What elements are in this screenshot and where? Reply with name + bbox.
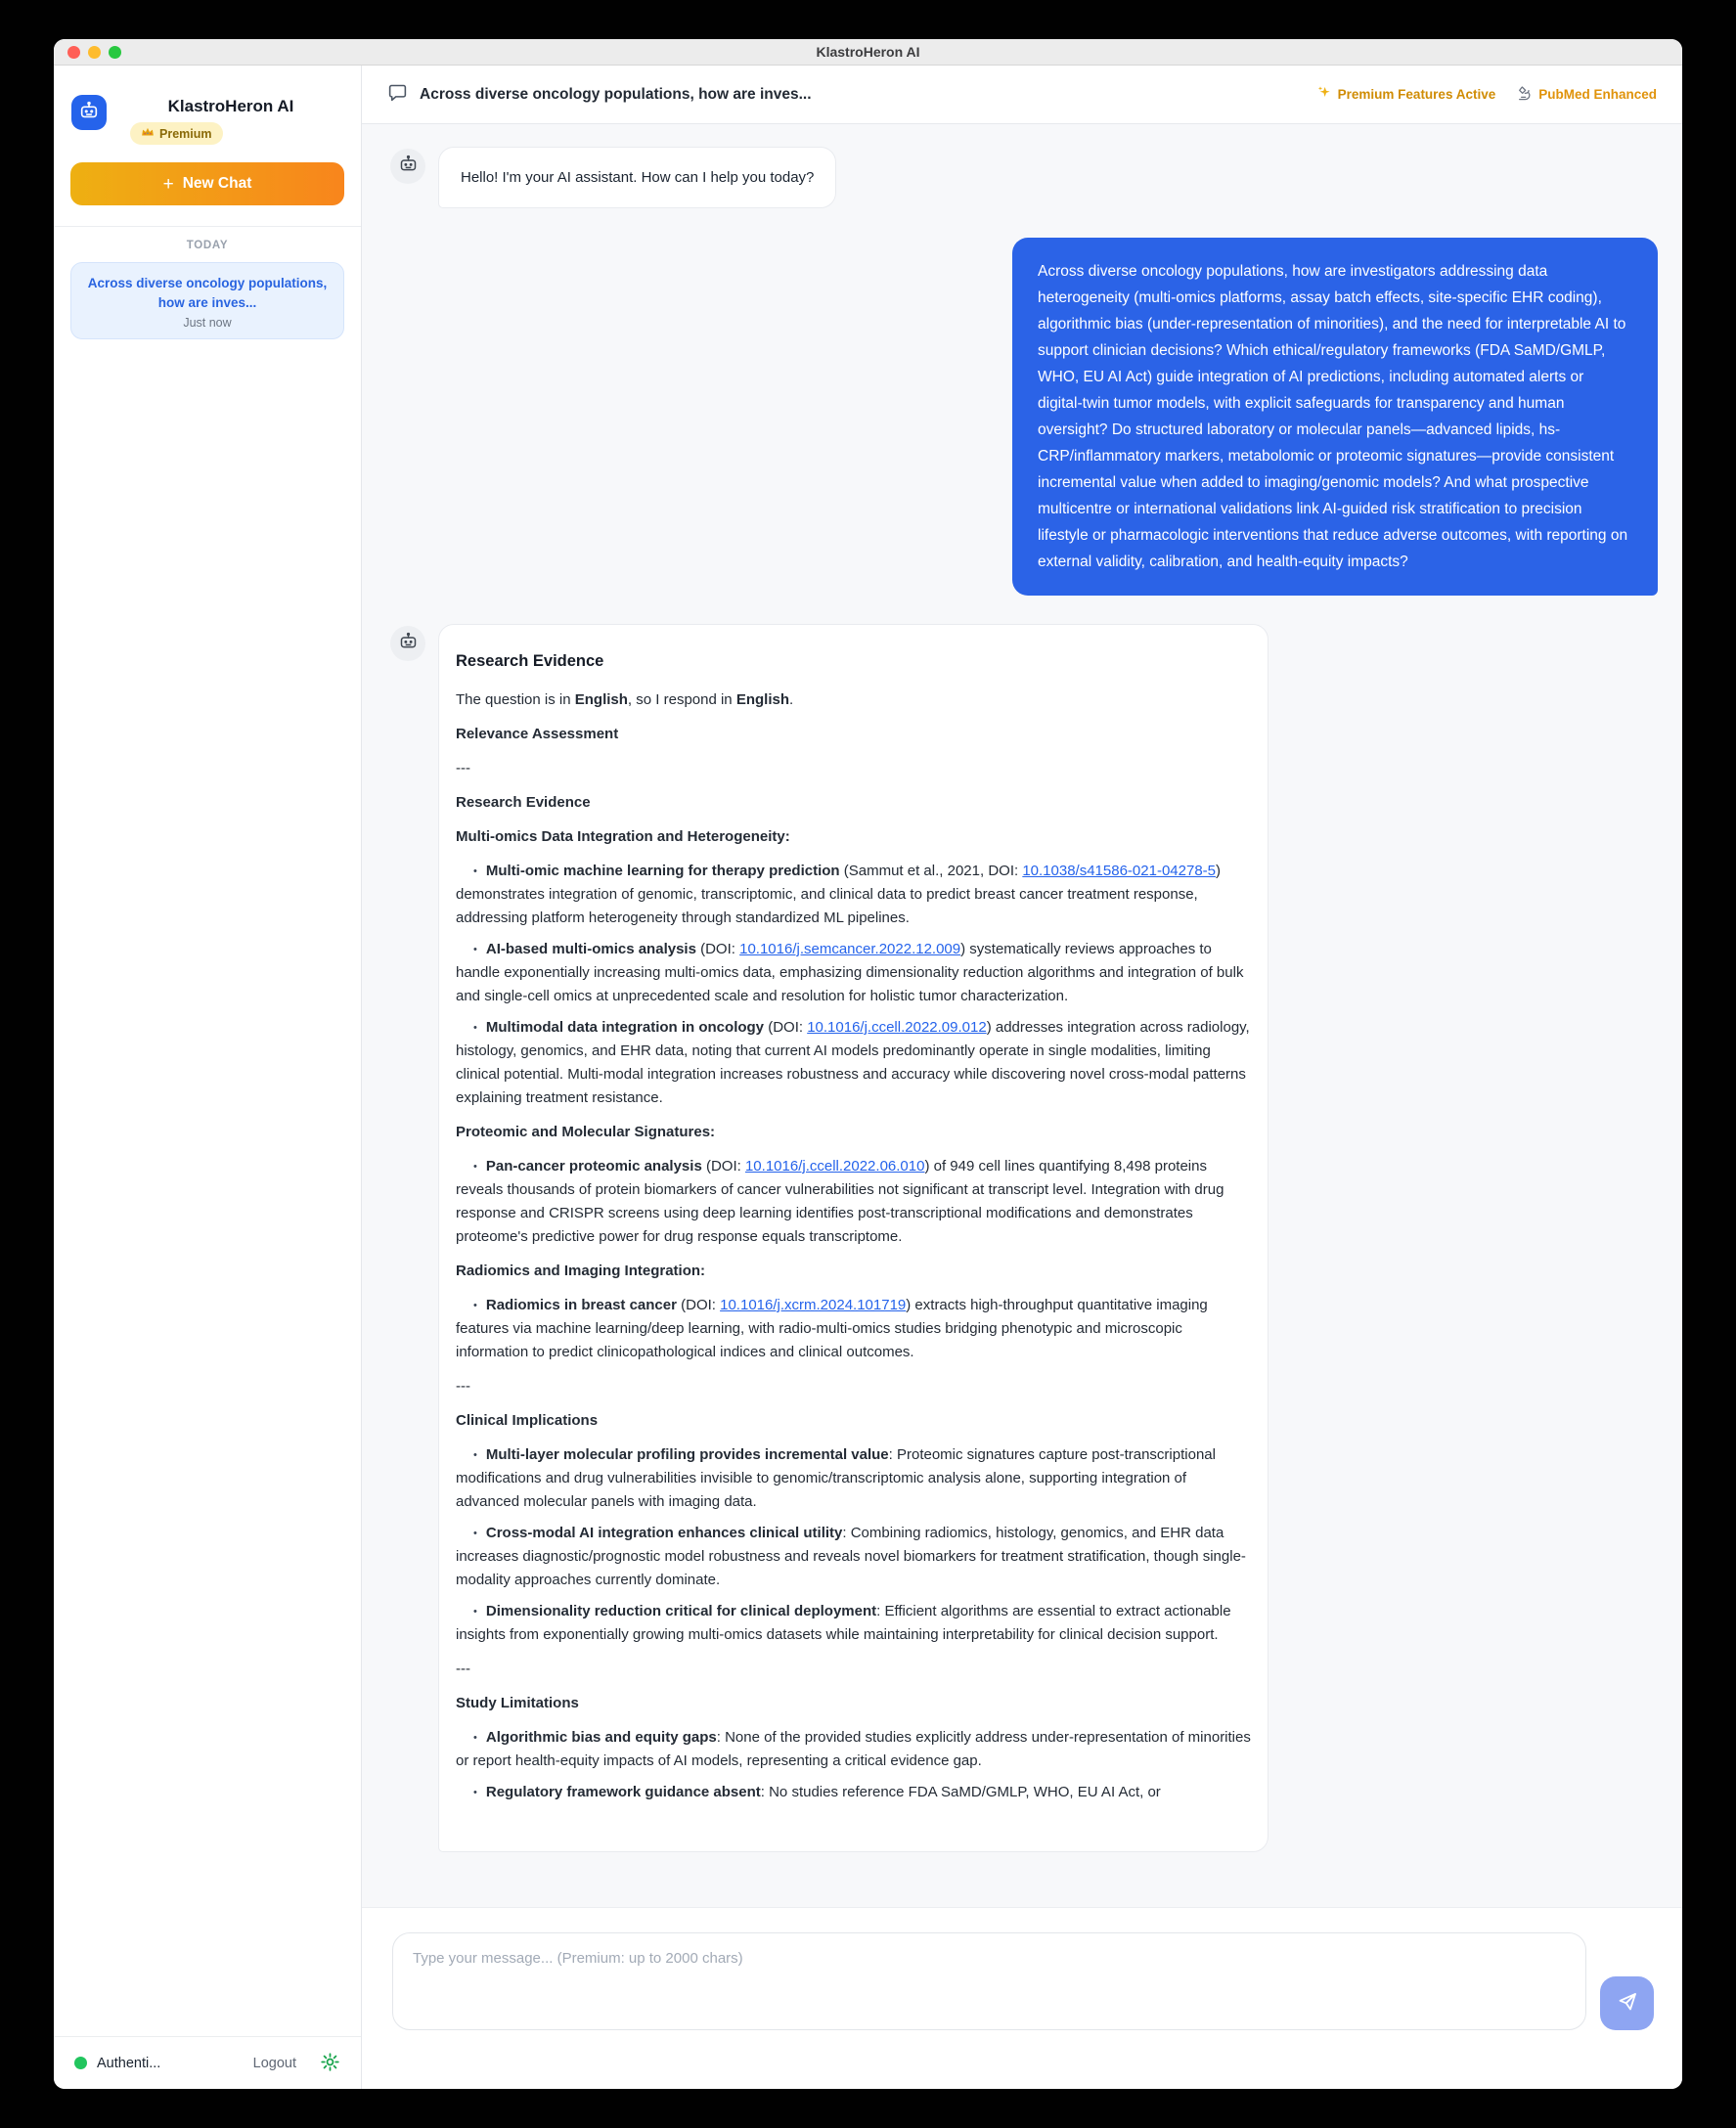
robot-icon xyxy=(398,154,419,179)
paper-plane-icon xyxy=(1616,1990,1639,2017)
pubmed-status xyxy=(1517,85,1657,104)
research-bullet xyxy=(456,1294,1251,1364)
text: : Efficient algorithms are essential to extract actionable insights from exponentially growing multi-omics datasets while maintaining interpretability for clinical decision support. xyxy=(456,1603,1231,1643)
gear-icon xyxy=(320,2052,340,2075)
text: : Proteomic signatures capture post-transcriptional modifications and drug vulnerabilities invisible to genomic/transcriptomic analysis alone, supporting integration of advanced molecular panels with imaging data. xyxy=(456,1446,1216,1510)
doi-link[interactable]: 10.1016/j.xcrm.2024.101719 xyxy=(720,1297,907,1313)
research-paragraph xyxy=(456,688,1251,712)
messages-area xyxy=(362,124,1682,2089)
bold-text: Proteomic and Molecular Signatures: xyxy=(456,1124,716,1140)
robot-icon xyxy=(398,631,419,656)
today-section-label: TODAY xyxy=(186,240,229,251)
bold-text: Dimensionality reduction critical for clinical deployment xyxy=(485,1603,877,1619)
research-paragraph xyxy=(456,1121,1251,1144)
research-bullet xyxy=(456,1781,1251,1804)
bullet-dot: • xyxy=(473,1300,477,1311)
assistant-research-row xyxy=(362,624,1682,1852)
close-window-button[interactable] xyxy=(67,46,80,59)
user-message-row xyxy=(362,238,1682,596)
bold-text: Radiomics in breast cancer xyxy=(485,1297,677,1313)
text: (DOI: xyxy=(764,1019,808,1036)
text: , so I respond in xyxy=(627,691,736,708)
bold-text: Multi-omics Data Integration and Heterogeneity: xyxy=(456,828,790,845)
window-title: KlastroHeron AI xyxy=(816,44,920,60)
research-paragraph xyxy=(456,1409,1251,1433)
chat-panel xyxy=(362,66,1682,2089)
sparkles-icon xyxy=(1316,85,1332,104)
premium-features-label: Premium Features Active xyxy=(1337,87,1496,102)
send-button[interactable] xyxy=(1600,1976,1654,2030)
text: ) systematically reviews approaches to handle exponentially increasing multi-omics data, emphasizing dimensionality reduction algorithms and integration of bulk and single-cell omics at unprecedented scale and resolution for holistic tumor characterization. xyxy=(456,941,1244,1004)
research-bullet xyxy=(456,1443,1251,1514)
text: ) demonstrates integration of genomic, transcriptomic, and clinical data to predict breast cancer treatment response, addressing platform heterogeneity through standardized ML pipelines. xyxy=(456,863,1221,926)
research-paragraph xyxy=(456,1260,1251,1283)
bullet-dot: • xyxy=(473,865,477,877)
bold-text: English xyxy=(735,691,789,708)
research-paragraph xyxy=(456,825,1251,849)
bold-text: Radiomics and Imaging Integration: xyxy=(456,1263,706,1279)
new-chat-button[interactable] xyxy=(70,162,344,205)
chat-header xyxy=(362,66,1682,124)
premium-badge xyxy=(130,122,223,145)
titlebar xyxy=(54,39,1682,66)
pubmed-label: PubMed Enhanced xyxy=(1538,87,1657,102)
assistant-avatar xyxy=(390,626,425,661)
bold-text: Multi-omic machine learning for therapy prediction xyxy=(485,863,840,879)
premium-features-status xyxy=(1316,85,1496,104)
doi-link[interactable]: 10.1016/j.ccell.2022.09.012 xyxy=(807,1019,987,1036)
assistant-research-bubble xyxy=(438,624,1269,1852)
bullet-dot: • xyxy=(473,1161,477,1173)
zoom-window-button[interactable] xyxy=(109,46,121,59)
text: . xyxy=(789,691,794,708)
bullet-dot: • xyxy=(473,1732,477,1744)
research-bullet xyxy=(456,1016,1251,1110)
app-window xyxy=(54,39,1682,2089)
text: (Sammut et al., 2021, DOI: xyxy=(839,863,1023,879)
text: : Combining radiomics, histology, genomics, and EHR data increases diagnostic/prognostic model robustness and reveals novel biomarkers for treatment stratification, though single-modality approaches currently dominate. xyxy=(456,1525,1246,1588)
research-bullet xyxy=(456,938,1251,1008)
text: ) of 949 cell lines quantifying 8,498 proteins reveals thousands of protein biomarkers of cancer vulnerabilities not significant at transcript level. Integration with drug response and CRISPR screens using deep learning identifies post-transcriptional modifications and demonstrates proteome's predictive power for drug response equals transcriptome. xyxy=(456,1158,1224,1245)
assistant-greeting-bubble: Hello! I'm your AI assistant. How can I help you today? xyxy=(438,147,836,208)
sidebar-footer xyxy=(54,2036,361,2089)
research-bullet xyxy=(456,860,1251,930)
bold-text: Multi-layer molecular profiling provides incremental value xyxy=(485,1446,889,1463)
chat-item-time: Just now xyxy=(183,316,232,330)
robot-icon xyxy=(78,100,100,126)
text: ) addresses integration across radiology, histology, genomics, and EHR data, noting that current AI models predominantly operate in single modalities, limiting clinical potential. Multi-modal integration increases robustness and accuracy while discovering novel cross-modal patterns explaining treatment resistance. xyxy=(456,1019,1250,1106)
text: (DOI: xyxy=(701,1158,745,1175)
doi-link[interactable]: 10.1038/s41586-021-04278-5 xyxy=(1022,863,1216,879)
chat-item-title: Across diverse oncology populations, how are inves... xyxy=(87,276,328,310)
message-input[interactable] xyxy=(392,1932,1586,2030)
chat-bubble-icon xyxy=(387,82,408,108)
chat-header-title: Across diverse oncology populations, how are inves... xyxy=(420,85,812,103)
bold-text: AI-based multi-omics analysis xyxy=(485,941,696,957)
bullet-dot: • xyxy=(473,1528,477,1539)
bold-text: Study Limitations xyxy=(456,1695,579,1711)
text: (DOI: xyxy=(676,1297,721,1313)
research-paragraph xyxy=(456,757,1251,780)
traffic-lights xyxy=(67,39,121,65)
text: : No studies reference FDA SaMD/GMLP, WHO, EU AI Act, or xyxy=(760,1784,1161,1800)
bold-text: Clinical Implications xyxy=(456,1412,599,1429)
composer xyxy=(362,1907,1682,2089)
bold-text: Regulatory framework guidance absent xyxy=(485,1784,761,1800)
settings-button[interactable] xyxy=(320,2052,340,2075)
text: --- xyxy=(456,1661,470,1677)
research-heading xyxy=(456,649,1251,673)
user-message-bubble: Across diverse oncology populations, how are investigators addressing data heterogeneity (multi-omics platforms, assay batch effects, site-specific EHR coding), algorithmic bias (under-representation of minorities), and the need for interpretable AI to support clinician decisions? Which ethical/regulatory frameworks (FDA SaMD/GMLP, WHO, EU AI Act) guide integration of AI predictions, including automated alerts or digital-twin tumor models, with explicit safeguards for transparency and human oversight? Do structured laboratory or molecular panels—advanced lipids, hs-CRP/inflammatory markers, metabolomic or proteomic signatures—provide consistent incremental value when added to imaging/genomic models? And what prospective multicentre or international validations link AI-guided risk stratification to precision lifestyle or pharmacologic interventions that reduce adverse outcomes, with reporting on external validity, calibration, and health-equity impacts? xyxy=(1012,238,1658,596)
bold-text: Multimodal data integration in oncology xyxy=(485,1019,765,1036)
research-paragraph xyxy=(456,791,1251,815)
bold-text: Pan-cancer proteomic analysis xyxy=(485,1158,702,1175)
research-bullet xyxy=(456,1155,1251,1249)
premium-badge-label: Premium xyxy=(159,126,212,141)
bold-text: English xyxy=(574,691,628,708)
text: Research Evidence xyxy=(456,652,604,670)
auth-status-label: Authenti... xyxy=(97,2055,161,2071)
research-paragraph xyxy=(456,1375,1251,1398)
text: (DOI: xyxy=(695,941,740,957)
bullet-dot: • xyxy=(473,1022,477,1034)
bullet-dot: • xyxy=(473,1787,477,1798)
doi-link[interactable]: 10.1016/j.semcancer.2022.12.009 xyxy=(739,941,961,957)
sidebar-chat-list-item[interactable] xyxy=(70,262,344,339)
logout-button[interactable]: Logout xyxy=(252,2055,296,2071)
text: --- xyxy=(456,760,470,776)
sidebar-header xyxy=(54,66,361,145)
bold-text: Relevance Assessment xyxy=(456,726,619,742)
bold-text: Algorithmic bias and equity gaps xyxy=(485,1729,717,1746)
research-bullet xyxy=(456,1600,1251,1647)
text: ) extracts high-throughput quantitative imaging features via machine learning/deep learning, with radio-multi-omics studies bridging phenotypic and microscopic information to predict clinicopathological indices and clinical outcomes. xyxy=(456,1297,1208,1360)
bold-text: Research Evidence xyxy=(456,794,591,811)
text: --- xyxy=(456,1378,470,1395)
plus-icon: + xyxy=(162,173,174,195)
app-logo xyxy=(71,95,107,130)
research-bullet xyxy=(456,1726,1251,1773)
minimize-window-button[interactable] xyxy=(88,46,101,59)
text: : None of the provided studies explicitly address under-representation of minorities or report health-equity impacts of AI models, representing a critical evidence gap. xyxy=(456,1729,1251,1769)
auth-status-dot xyxy=(74,2057,87,2069)
research-paragraph xyxy=(456,1658,1251,1681)
bullet-dot: • xyxy=(473,1606,477,1618)
sidebar xyxy=(54,66,362,2089)
bullet-dot: • xyxy=(473,944,477,955)
text: The question is in xyxy=(456,691,575,708)
microscope-icon xyxy=(1517,85,1533,104)
app-name: KlastroHeron AI xyxy=(167,97,294,115)
research-bullet xyxy=(456,1522,1251,1592)
bullet-dot: • xyxy=(473,1449,477,1461)
new-chat-label: New Chat xyxy=(182,175,252,192)
doi-link[interactable]: 10.1016/j.ccell.2022.06.010 xyxy=(744,1158,925,1175)
crown-icon xyxy=(141,126,155,141)
bold-text: Cross-modal AI integration enhances clinical utility xyxy=(485,1525,843,1541)
research-paragraph xyxy=(456,1692,1251,1715)
research-paragraph xyxy=(456,723,1251,746)
assistant-avatar xyxy=(390,149,425,184)
assistant-greeting-row xyxy=(362,147,1682,208)
